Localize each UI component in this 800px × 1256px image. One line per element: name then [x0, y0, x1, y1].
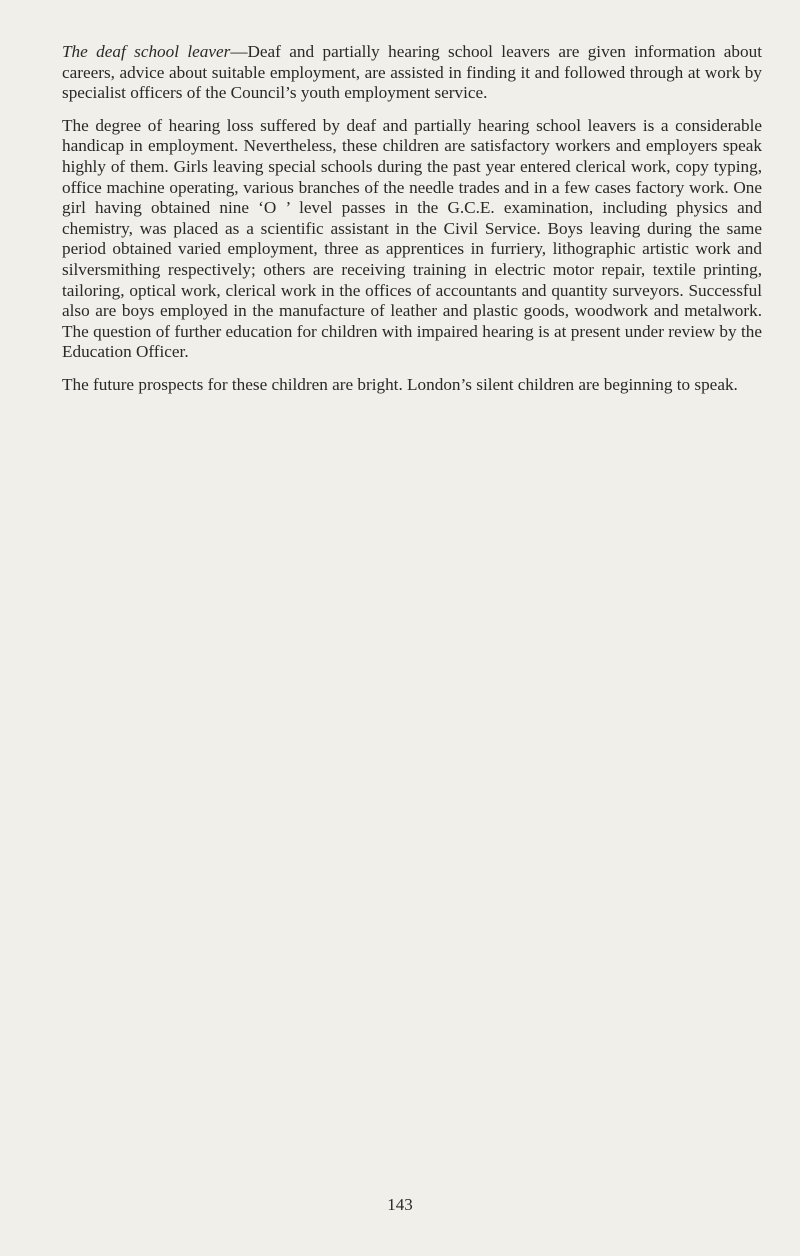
paragraph-text: —Deaf and partially hearing school leavers are given information about careers, advice about suitable employment, are assisted in finding it and followed through at work by specialist officers of the Council’s youth employment service.	[62, 42, 762, 103]
paragraph-lead-heading: The deaf school leaver	[62, 42, 231, 61]
page-number: 143	[387, 1195, 413, 1214]
paragraph-deaf-school-leaver	[62, 42, 762, 104]
document-body	[62, 42, 762, 408]
paragraph-future-prospects: The future prospects for these children are bright. London’s silent children are beginning to speak.	[62, 374, 738, 394]
paragraph-hearing-loss-employment: The degree of hearing loss suffered by deaf and partially hearing school leavers is a considerable handicap in employment. Nevertheless, these children are satisfactory workers and employers speak highly of them. Girls leaving special schools during the past year entered clerical work, copy typing, office machine operating, various branches of the needle trades and in a few cases factory work. One girl having obtained nine ‘O ’ level passes in the G.C.E. examination, including physics and chemistry, was placed as a scientific assistant in the Civil Service. Boys leaving during the same period obtained varied employment, three as apprentices in furriery, lithographic artistic work and silversmithing respectively; others are receiving training in electric motor repair, textile printing, tailoring, optical work, clerical work in the offices of accountants and quantity surveyors. Successful also are boys employed in the manufacture of leather and plastic goods, woodwork and metalwork. The question of further education for children with impaired hearing is at present under review by the Education Officer.	[62, 115, 762, 362]
